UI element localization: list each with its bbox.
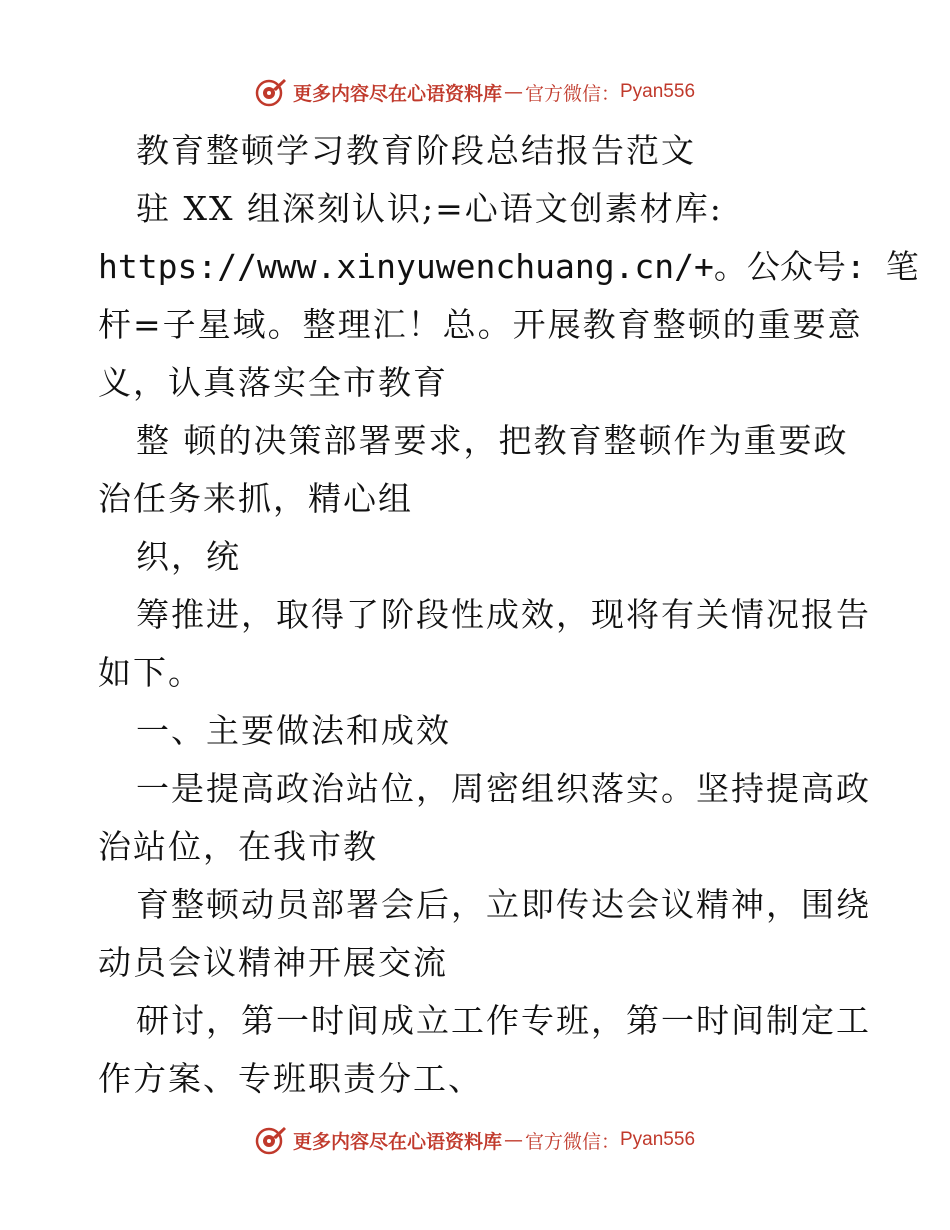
header-wechat-id: Pyan556 xyxy=(620,81,696,102)
pen-logo-icon xyxy=(255,1124,287,1156)
body-line: 驻 XX 组深刻认识;=心语文创素材库: xyxy=(136,189,723,228)
footer-separator: — xyxy=(503,1129,523,1151)
body-line: 作方案、专班职责分工、 xyxy=(98,1059,483,1098)
body-line: 育整顿动员部署会后，立即传达会议精神，围绕 xyxy=(136,885,871,924)
header-banner xyxy=(0,72,950,112)
header-wechat-label: 官方微信： xyxy=(524,82,620,105)
body-line: 整 顿的决策部署要求，把教育整顿作为重要政 xyxy=(136,421,849,460)
body-line: https://www.xinyuwenchuang.cn/+。公众号: 笔 xyxy=(98,247,919,286)
footer-banner xyxy=(0,1120,950,1160)
footer-wechat-id: Pyan556 xyxy=(620,1129,696,1150)
body-line: 杆=子星域。整理汇！总。开展教育整顿的重要意 xyxy=(98,305,863,344)
body-line: 如下。 xyxy=(98,653,203,692)
body-line: 动员会议精神开展交流 xyxy=(98,943,448,982)
document-body xyxy=(98,122,919,1108)
body-line: 筹推进，取得了阶段性成效，现将有关情况报告 xyxy=(136,595,871,634)
header-separator: — xyxy=(503,81,523,103)
footer-wechat-label: 官方微信： xyxy=(524,1130,620,1153)
body-line: 一是提高政治站位，周密组织落实。坚持提高政 xyxy=(136,769,871,808)
body-line: 义，认真落实全市教育 xyxy=(98,363,448,402)
body-line: 治任务来抓，精心组 xyxy=(98,479,413,518)
body-line: 研讨，第一时间成立工作专班，第一时间制定工 xyxy=(136,1001,871,1040)
pen-logo-icon xyxy=(255,76,287,108)
section-heading: 一、主要做法和成效 xyxy=(136,711,451,750)
footer-site-text: 更多内容尽在心语资料库 xyxy=(292,1130,502,1153)
body-line: 织，统 xyxy=(136,537,241,576)
header-site-text: 更多内容尽在心语资料库 xyxy=(292,82,502,105)
document-title: 教育整顿学习教育阶段总结报告范文 xyxy=(136,131,696,170)
body-line: 治站位，在我市教 xyxy=(98,827,378,866)
